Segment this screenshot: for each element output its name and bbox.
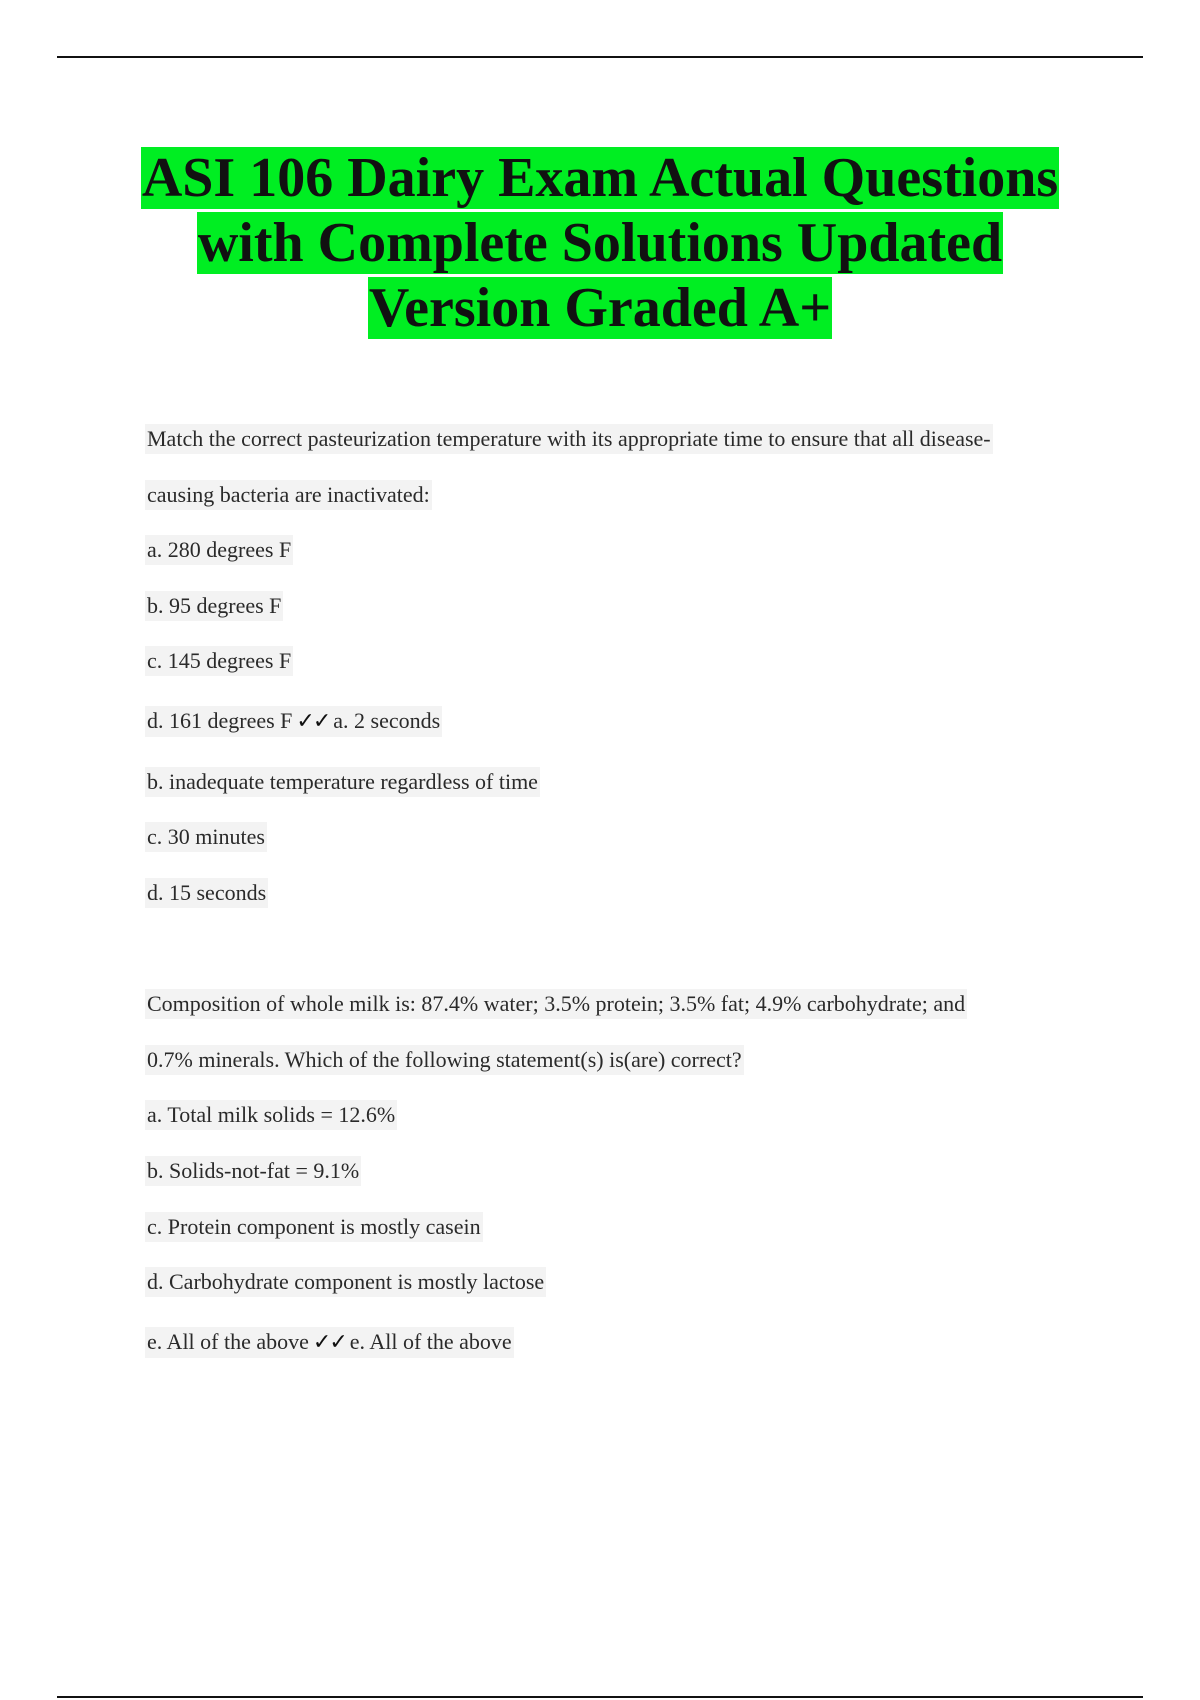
question-2-option-c: c. Protein component is mostly casein	[145, 1212, 483, 1242]
question-2-option-a: a. Total milk solids = 12.6%	[145, 1100, 397, 1130]
question-1-option-d: d. 161 degrees F	[147, 708, 293, 733]
question-1-answer-a: a. 2 seconds	[333, 708, 441, 733]
question-1-option-b: b. 95 degrees F	[145, 591, 283, 621]
footer-rule	[57, 1696, 1143, 1698]
question-1-answer-d: d. 15 seconds	[145, 878, 268, 908]
title-line-1: ASI 106 Dairy Exam Actual Questions	[141, 147, 1059, 209]
question-1-answer-c: c. 30 minutes	[145, 822, 267, 852]
question-2-answer-line	[145, 1327, 514, 1358]
question-1-option-c: c. 145 degrees F	[145, 646, 293, 676]
check-mark-icon: ✓✓	[296, 709, 330, 734]
title-line-2: with Complete Solutions Updated	[197, 212, 1003, 274]
question-1-option-a: a. 280 degrees F	[145, 535, 293, 565]
question-2-prompt-line-1: Composition of whole milk is: 87.4% water; 3.5% protein; 3.5% fat; 4.9% carbohydrate; and	[145, 989, 967, 1019]
question-1-answer-b: b. inadequate temperature regardless of time	[145, 767, 540, 797]
document-title	[0, 146, 1200, 341]
question-1-prompt-line-2: causing bacteria are inactivated:	[145, 480, 432, 510]
question-1-answer-line	[145, 706, 442, 737]
question-2-option-d: d. Carbohydrate component is mostly lactose	[145, 1267, 546, 1297]
question-2-option-e: e. All of the above	[147, 1329, 309, 1354]
question-2-answer-e: e. All of the above	[349, 1329, 512, 1354]
question-2-prompt-line-2: 0.7% minerals. Which of the following statement(s) is(are) correct?	[145, 1045, 744, 1075]
check-mark-icon: ✓✓	[312, 1330, 346, 1355]
header-rule	[57, 56, 1143, 58]
question-1-prompt-line-1: Match the correct pasteurization temperature with its appropriate time to ensure that all disease-	[145, 424, 993, 454]
title-line-3: Version Graded A+	[368, 277, 832, 339]
question-2-option-b: b. Solids-not-fat = 9.1%	[145, 1156, 361, 1186]
